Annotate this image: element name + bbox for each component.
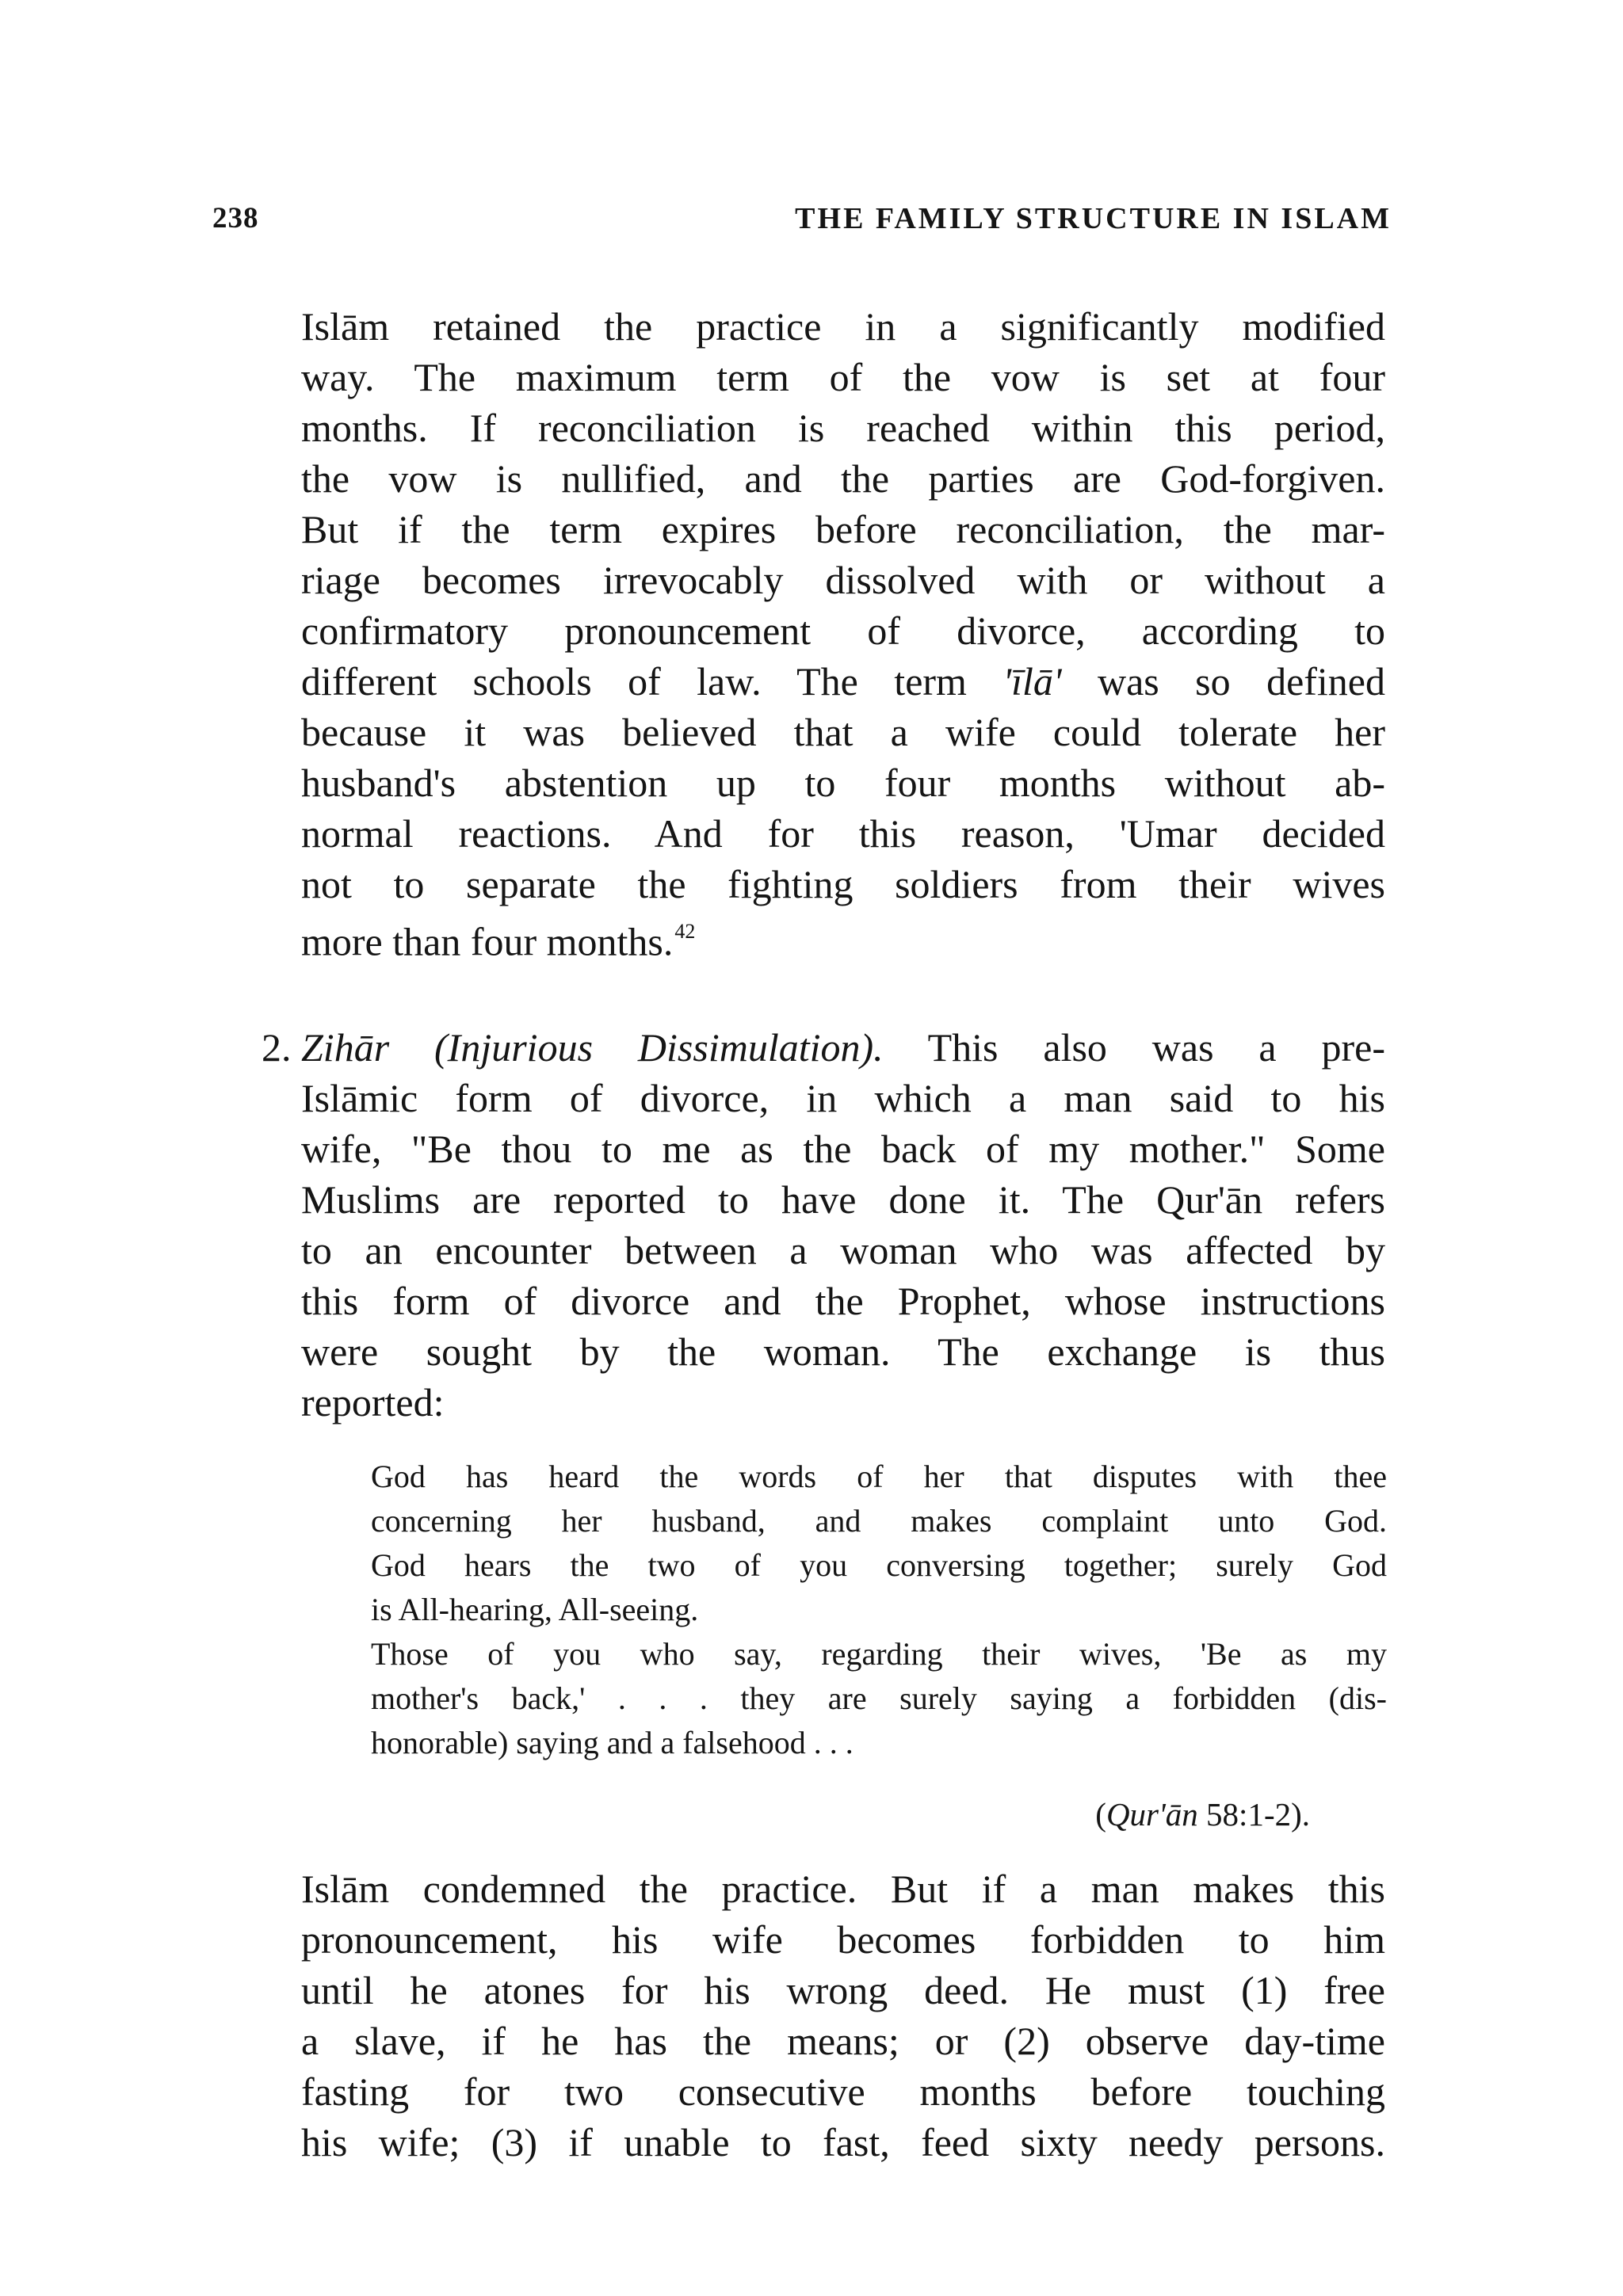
footnote-reference: 42 [674, 920, 696, 943]
text-line: confirmatory pronouncement of divorce, according to [301, 608, 1385, 653]
text-line: riage becomes irrevocably dissolved with or without a [301, 558, 1385, 602]
page-number: 238 [212, 202, 259, 235]
running-title: THE FAMILY STRUCTURE IN ISLAM [795, 202, 1392, 235]
text-line: husband's abstention up to four months without ab- [301, 761, 1385, 805]
text-line: because it was believed that a wife could tolerate her [301, 710, 1385, 754]
text-line: Islāmic form of divorce, in which a man said to his [301, 1076, 1385, 1120]
text-line: until he atones for his wrong deed. He must (1) free [301, 1968, 1385, 2012]
quote-line: is All-hearing, All-seeing. [371, 1592, 699, 1627]
text-line: a slave, if he has the means; or (2) observe day-time [301, 2019, 1385, 2063]
text-line [301, 910, 1385, 964]
quote-line: concerning her husband, and makes complaint unto God. [371, 1503, 1387, 1539]
text-line: But if the term expires before reconciliation, the mar- [301, 507, 1385, 551]
quote-line: honorable) saying and a falsehood . . . [371, 1725, 854, 1760]
text-line: normal reactions. And for this reason, 'Umar decided [301, 811, 1385, 856]
text-line: way. The maximum term of the vow is set at four [301, 355, 1385, 399]
running-head [212, 201, 1392, 249]
arabic-term: 'īlā' [1002, 659, 1062, 704]
quran-citation [1095, 1792, 1310, 1836]
quote-line: mother's back,' . . . they are surely saying a forbidden (dis- [371, 1680, 1387, 1716]
text-line: were sought by the woman. The exchange is thus [301, 1329, 1385, 1374]
quote-line: Those of you who say, regarding their wives, 'Be as my [371, 1636, 1387, 1672]
text-segment: This also was a pre- [927, 1025, 1385, 1070]
citation-source: Qur'ān [1106, 1796, 1198, 1833]
text-line: fasting for two consecutive months before touching [301, 2069, 1385, 2114]
text-line: the vow is nullified, and the parties are God-forgiven. [301, 456, 1385, 501]
text-line: months. If reconciliation is reached within this period, [301, 406, 1385, 450]
quote-line: God hears the two of you conversing together; surely God [371, 1547, 1387, 1583]
text-line: not to separate the fighting soldiers from their wives [301, 862, 1385, 906]
citation-reference: 58:1-2). [1197, 1796, 1310, 1833]
text-line: this form of divorce and the Prophet, whose instructions [301, 1279, 1385, 1323]
text-line: Muslims are reported to have done it. The Qur'ān refers [301, 1177, 1385, 1222]
text-line: pronouncement, his wife becomes forbidden to him [301, 1917, 1385, 1962]
text-segment: more than four months. [301, 919, 674, 964]
section-heading: Zihār (Injurious Dissimulation). [301, 1025, 884, 1070]
text-line: to an encounter between a woman who was affected by [301, 1228, 1385, 1272]
text-line [301, 656, 1385, 707]
citation-paren: ( [1095, 1796, 1106, 1833]
text-line: wife, "Be thou to me as the back of my mother." Some [301, 1127, 1385, 1171]
quote-line: God has heard the words of her that disputes with thee [371, 1459, 1387, 1494]
text-line: Islām condemned the practice. But if a man makes this [301, 1867, 1385, 1911]
text-segment: different schools of law. The term [301, 659, 967, 704]
text-line: his wife; (3) if unable to fast, feed sixty needy persons. [301, 2120, 1385, 2164]
text-segment: was so defined [1097, 659, 1385, 704]
text-line [301, 1022, 1385, 1073]
text-line: reported: [301, 1380, 445, 1425]
text-line: Islām retained the practice in a significantly modified [301, 304, 1385, 349]
list-number: 2. [262, 1025, 292, 1070]
